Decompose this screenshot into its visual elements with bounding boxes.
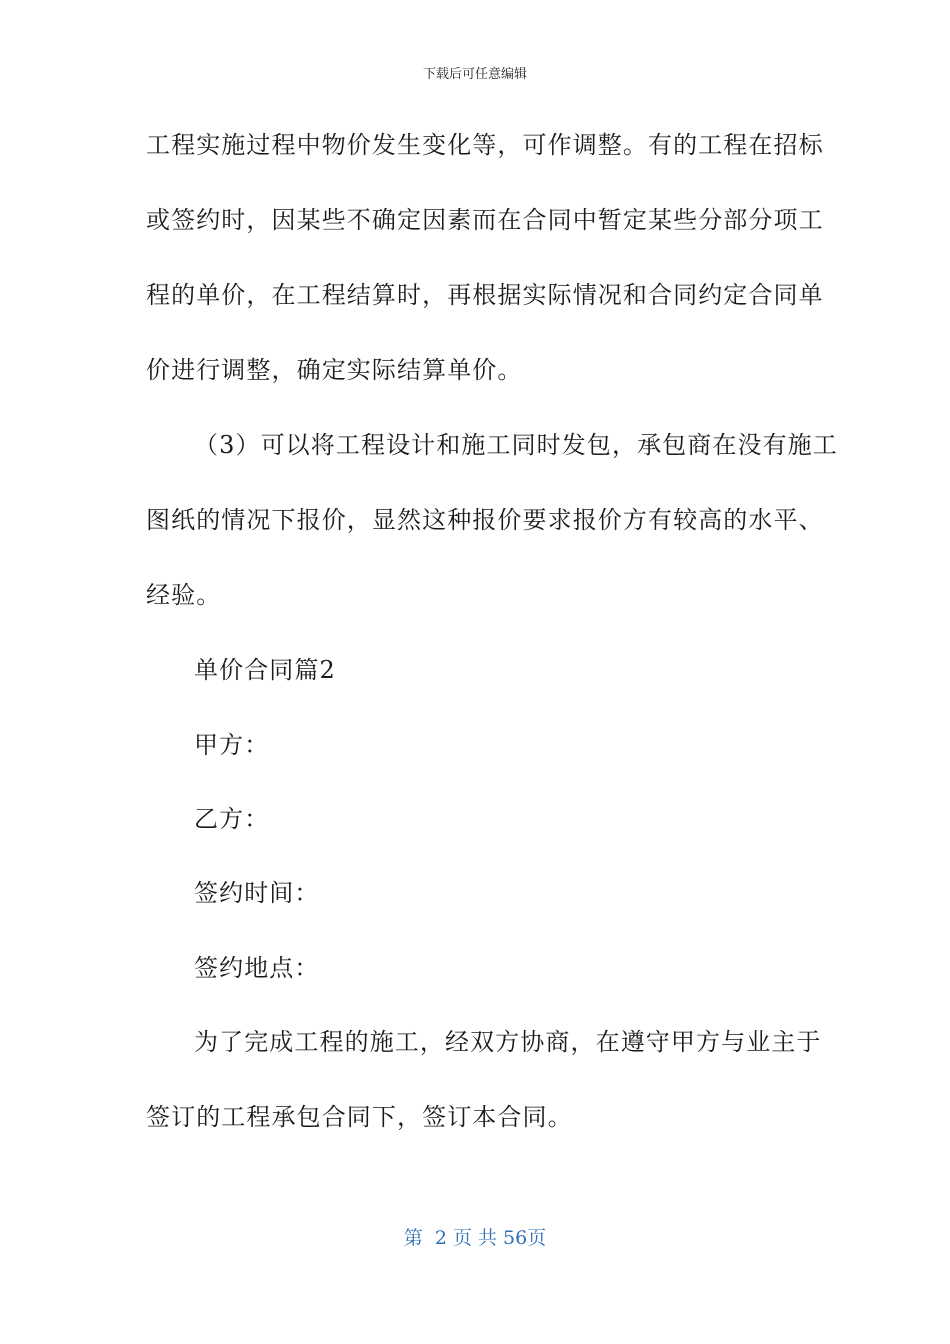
party-a-label: 甲方： xyxy=(194,731,270,759)
signing-time-label: 签约时间： xyxy=(194,879,320,907)
body-line-13: 为了完成工程的施工，经双方协商，在遵守甲方与业主于 xyxy=(194,1028,822,1056)
section-heading: 单价合同篇2 xyxy=(194,656,336,684)
party-b-label: 乙方： xyxy=(194,805,270,833)
body-line-7: 经验。 xyxy=(146,581,222,609)
body-line-4: 价进行调整，确定实际结算单价。 xyxy=(146,356,523,384)
signing-place-label: 签约地点： xyxy=(194,954,320,982)
body-line-6: 图纸的情况下报价，显然这种报价要求报价方有较高的水平、 xyxy=(146,506,824,534)
body-line-5: （3）可以将工程设计和施工同时发包，承包商在没有施工 xyxy=(194,431,838,459)
body-line-2: 或签约时，因某些不确定因素而在合同中暂定某些分部分项工 xyxy=(146,206,824,234)
page-header-note: 下载后可任意编辑 xyxy=(422,67,527,82)
body-line-3: 程的单价，在工程结算时，再根据实际情况和合同约定合同单 xyxy=(146,281,824,309)
body-line-1: 工程实施过程中物价发生变化等，可作调整。有的工程在招标 xyxy=(146,131,824,159)
body-line-14: 签订的工程承包合同下，签订本合同。 xyxy=(146,1103,573,1131)
page-number-footer: 第 2 页 共 56页 xyxy=(403,1227,547,1249)
